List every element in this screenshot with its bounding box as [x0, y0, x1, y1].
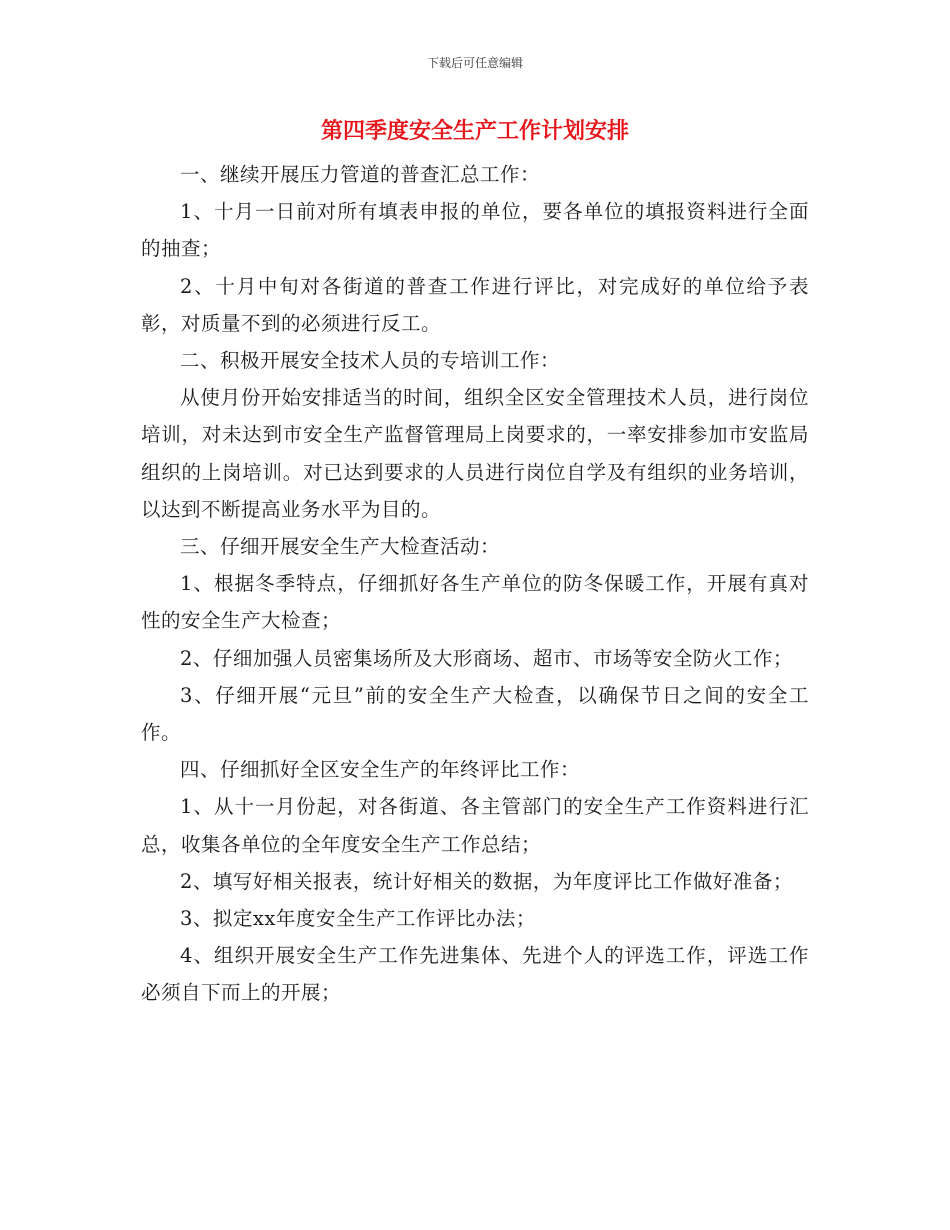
- section-heading-4: 四、仔细抓好全区安全生产的年终评比工作：: [180, 758, 581, 782]
- paragraph: 4、组织开展安全生产工作先进集体、先进个人的评选工作，评选工作必须自下而上的开展；: [141, 944, 809, 1005]
- page-header-note: 下载后可任意编辑: [426, 56, 523, 70]
- paragraph: 1、十月一日前对所有填表申报的单位，要各单位的填报资料进行全面的抽查；: [141, 200, 809, 261]
- section-heading-2: 二、积极开展安全技术人员的专培训工作：: [180, 349, 561, 373]
- section-heading-3: 三、仔细开展安全生产大检查活动：: [180, 535, 501, 559]
- paragraph: 2、填写好相关报表，统计好相关的数据，为年度评比工作做好准备；: [180, 869, 793, 893]
- paragraph: 3、拟定xx年度安全生产工作评比办法；: [180, 907, 536, 931]
- paragraph: 3、仔细开展“元旦”前的安全生产大检查，以确保节日之间的安全工作。: [141, 683, 809, 745]
- paragraph: 1、从十一月份起，对各街道、各主管部门的安全生产工作资料进行汇总，收集各单位的全年度安全生产工作总结；: [141, 795, 809, 856]
- paragraph: 1、根据冬季特点，仔细抓好各生产单位的防冬保暖工作，开展有真对性的安全生产大检查；: [141, 572, 809, 633]
- paragraph: 2、十月中旬对各街道的普查工作进行评比，对完成好的单位给予表彰，对质量不到的必须进行反工。: [141, 274, 809, 335]
- paragraph: 2、仔细加强人员密集场所及大形商场、超市、市场等安全防火工作；: [180, 646, 793, 670]
- document-body: [141, 156, 809, 1012]
- section-heading-1: 一、继续开展压力管道的普查汇总工作：: [180, 163, 541, 186]
- document-title: 第四季度安全生产工作计划安排: [320, 119, 629, 144]
- paragraph: 从使月份开始安排适当的时间，组织全区安全管理技术人员，进行岗位培训，对未达到市安全生产监督管理局上岗要求的，一率安排参加市安监局组织的上岗培训。对已达到要求的人员进行岗位自学及有组织的业务培训，以达到不断提高业务水平为目的。: [141, 386, 809, 521]
